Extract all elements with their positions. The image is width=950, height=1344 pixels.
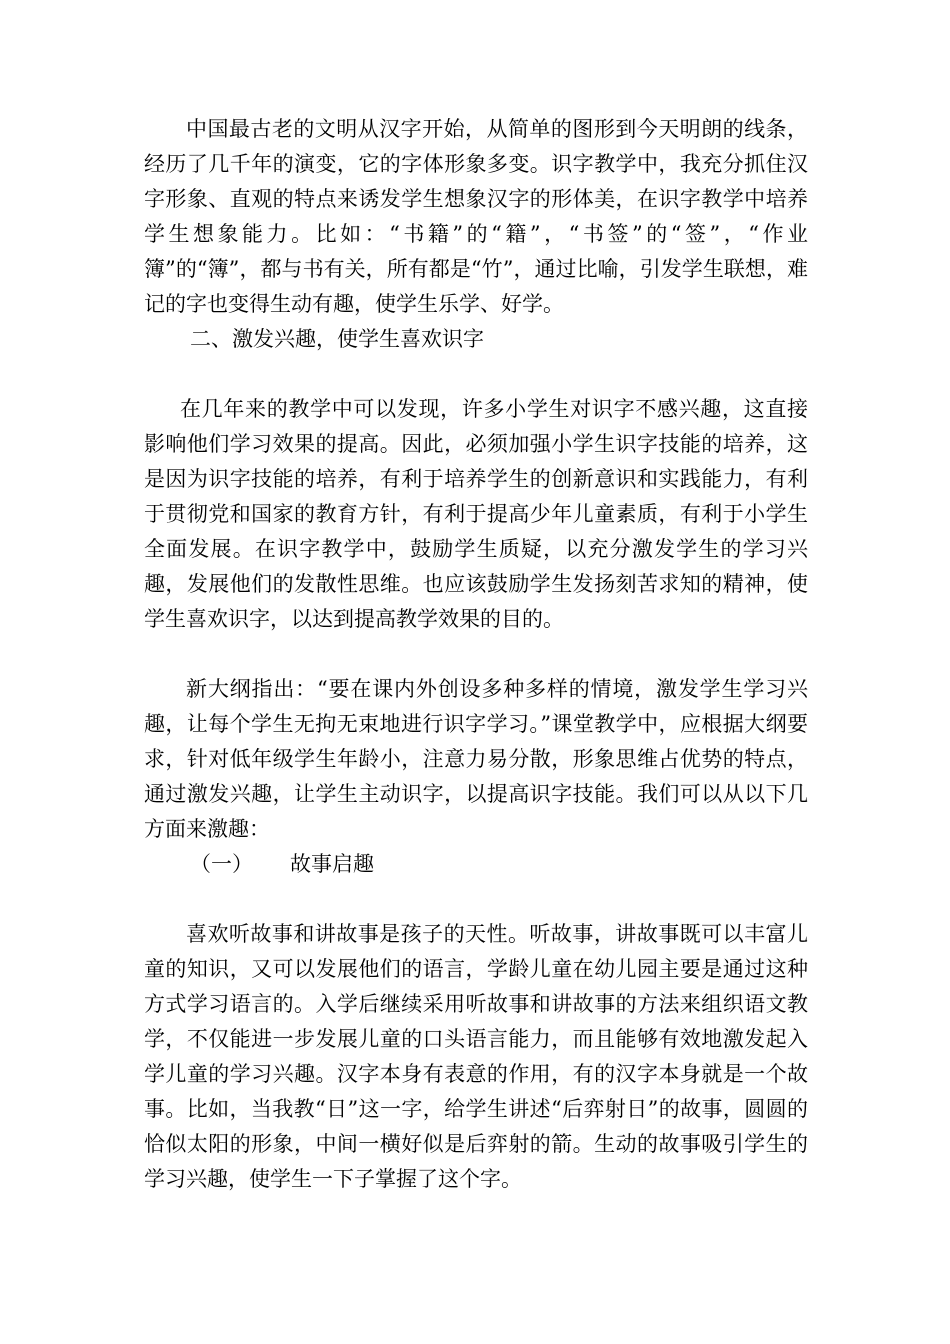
paragraph-literacy-interest: 在几年来的教学中可以发现，许多小学生对识字不感兴趣，这直接影响他们学习效果的提高。因此，必须加强小学生识字技能的培养，这是因为识字技能的培养，有利于培养学生的创新意识和实践能力，有利于贯彻党和国家的教育方针，有利于提高少年儿童素质，有利于小学生全面发展。在识字教学中，鼓励学生质疑，以充分激发学生的学习兴趣，发展他们的发散性思维。也应该鼓励学生发扬刻苦求知的精神，使学生喜欢识字，以达到提高教学效果的目的。 — [144, 397, 808, 631]
sub-heading-title: 故事启趣 — [290, 852, 374, 876]
sub-heading-number: （一） — [190, 852, 253, 876]
document-body — [144, 112, 808, 1197]
section-heading: 二、激发兴趣，使学生喜欢识字 — [190, 327, 484, 351]
paragraph-chinese-characters-evolution: 中国最古老的文明从汉字开始，从简单的图形到今天明朗的线条，经历了几千年的演变，它的字体形象多变。识字教学中，我充分抓住汉字形象、直观的特点来诱发学生想象汉字的形体美，在识字教学中培养学生想象能力。比如：“书籍”的“籍”，“书签”的“签”，“作业簿”的“簿”，都与书有关，所有都是“竹”，通过比喻，引发学生联想，难记的字也变得生动有趣，使学生乐学、好学。 — [144, 117, 808, 316]
paragraph-new-syllabus: 新大纲指出：“要在课内外创设多种多样的情境，激发学生学习兴趣，让每个学生无拘无束地进行识字学习。”课堂教学中，应根据大纲要求，针对低年级学生年龄小，注意力易分散，形象思维占优势的特点，通过激发兴趣，让学生主动识字，以提高识字技能。我们可以从以下几方面来激趣： — [144, 677, 808, 841]
paragraph-storytelling: 喜欢听故事和讲故事是孩子的天性。听故事，讲故事既可以丰富儿童的知识，又可以发展他们的语言，学龄儿童在幼儿园主要是通过这种方式学习语言的。入学后继续采用听故事和讲故事的方法来组织语文教学，不仅能进一步发展儿童的口头语言能力，而且能够有效地激发起入学儿童的学习兴趣。汉字本身有表意的作用，有的汉字本身就是一个故事。比如，当我教“日”这一字，给学生讲述“后弈射日”的故事，圆圆的恰似太阳的形象，中间一横好似是后弈射的箭。生动的故事吸引学生的学习兴趣，使学生一下子掌握了这个字。 — [144, 922, 808, 1191]
sub-heading — [144, 847, 808, 882]
